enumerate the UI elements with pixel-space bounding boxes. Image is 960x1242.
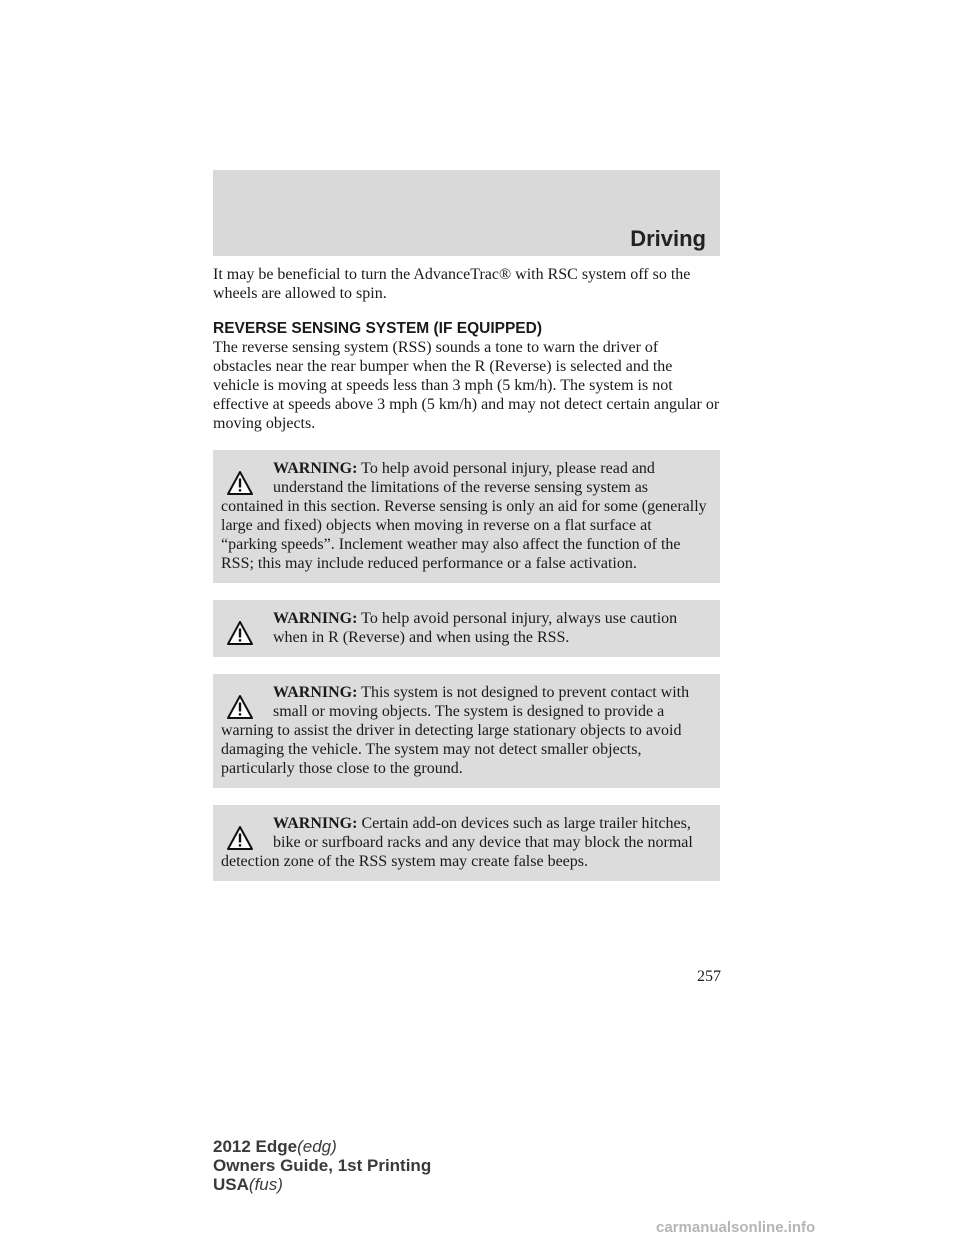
page-number: 257 <box>697 968 721 985</box>
footer-market: USA <box>213 1175 249 1194</box>
watermark-text: carmanualsonline.info <box>656 1219 816 1236</box>
body-paragraph: The reverse sensing system (RSS) sounds a tone to warn the driver of obstacles near the rear bumper when the R (Reverse) is selected and the vehicle is moving at speeds less than 3 mph (5 km/h). The system is not effective at speeds above 3 mph (5 km/h) and may not detect certain angular or moving objects. <box>213 339 720 432</box>
footer-line-guide <box>213 1156 431 1175</box>
warning-text: To help avoid personal injury, please read and understand the limitations of the reverse sensing system as contained in this section. Reverse sensing is only an aid for some (generally large and fixed) objects when moving in reverse on a flat surface at “parking speeds”. Inclement weather may also affect the function of the RSS; this may include reduced performance or a false activation. <box>221 460 707 572</box>
warning-label: WARNING: <box>273 684 358 701</box>
footer-line-market <box>213 1175 431 1194</box>
warning-box <box>213 600 720 657</box>
warning-text: This system is not designed to prevent contact with small or moving objects. The system is designed to provide a warning to assist the driver in detecting large stationary objects to avoid damaging the vehicle. The system may not detect smaller objects, particularly those close to the ground. <box>221 684 690 777</box>
footer-market-code: (fus) <box>248 1175 283 1194</box>
warning-box <box>213 805 720 881</box>
warning-text: Certain add-on devices such as large trailer hitches, bike or surfboard racks and any device that may block the normal detection zone of the RSS system may create false beeps. <box>221 815 693 870</box>
footer-line-model <box>213 1137 431 1156</box>
warning-triangle-icon <box>227 826 253 850</box>
document-footer <box>213 1137 431 1194</box>
warning-box <box>213 450 720 583</box>
section-title: Driving <box>630 226 706 251</box>
warning-box <box>213 674 720 788</box>
warning-triangle-icon <box>227 471 253 495</box>
warning-text: To help avoid personal injury, always use caution when in R (Reverse) and when using the RSS. <box>273 610 678 646</box>
warning-label: WARNING: <box>273 610 358 627</box>
footer-model: 2012 Edge <box>213 1137 298 1156</box>
warning-label: WARNING: <box>273 460 358 477</box>
footer-guide: Owners Guide, 1st Printing <box>213 1156 432 1175</box>
warning-triangle-icon <box>227 621 253 645</box>
warning-triangle-icon <box>227 695 253 719</box>
page-content <box>213 265 720 898</box>
warning-label: WARNING: <box>273 815 358 832</box>
section-heading: REVERSE SENSING SYSTEM (IF EQUIPPED) <box>213 320 543 337</box>
footer-model-code: (edg) <box>297 1137 337 1156</box>
section-header-band <box>213 170 720 256</box>
intro-paragraph: It may be beneficial to turn the AdvanceTrac® with RSC system off so the wheels are allowed to spin. <box>213 266 691 302</box>
